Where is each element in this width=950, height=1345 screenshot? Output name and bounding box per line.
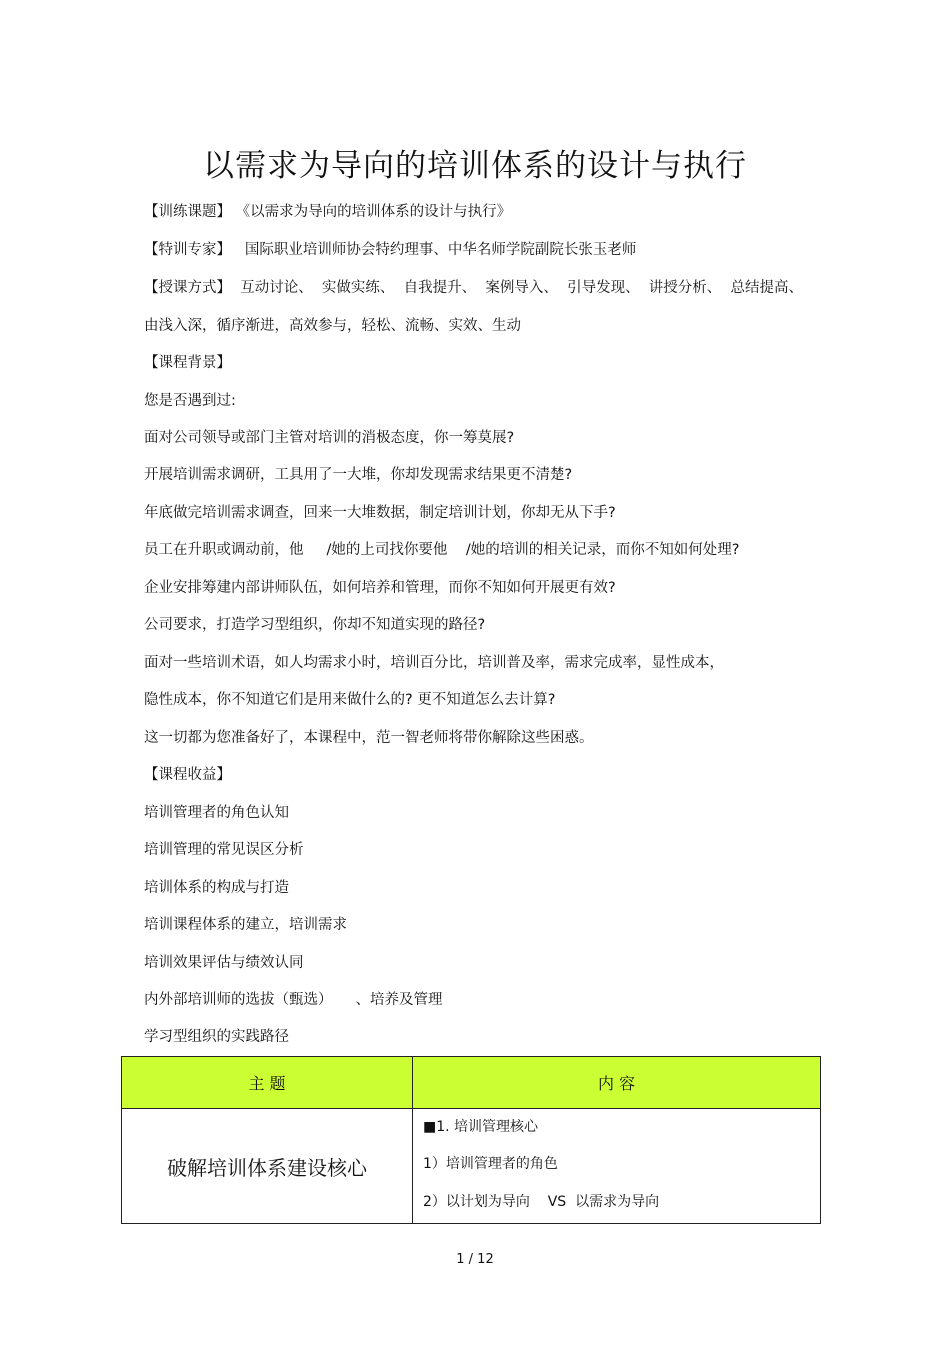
benefit-item: 培训体系的构成与打造 [144,880,289,896]
body-line: 企业安排筹建内部讲师队伍，如何培养和管理，而你不知如何开展更有效? [144,580,616,596]
body-line: 隐性成本，你不知道它们是用来做什么的? 更不知道怎么去计算? [144,692,556,708]
table-header-row [122,1057,821,1109]
benefit-item: 内外部培训师的选拔（甄选） 、培养及管理 [144,992,443,1008]
course-outline-table [121,1056,821,1224]
benefit-item: 学习型组织的实践路径 [144,1029,289,1045]
document-title: 以需求为导向的培训体系的设计与执行 [203,148,747,184]
header-topic: 主 题 [122,1057,413,1109]
content-item: 1）培训管理者的角色 [423,1156,558,1172]
content-item: ■1. 培训管理核心 [423,1119,539,1135]
benefit-item: 培训课程体系的建立，培训需求 [144,917,347,933]
teaching-method-line: 【授课方式】 互动讨论、 实做实练、 自我提升、 案例导入、 引导发现、 讲授分析、 总结提高、 [144,280,804,296]
page-number: 1 / 12 [456,1252,494,1267]
benefit-item: 培训效果评估与绩效认同 [144,955,304,971]
topic-cell: 破解培训体系建设核心 [122,1109,413,1224]
body-line: 面对一些培训术语，如人均需求小时，培训百分比，培训普及率，需求完成率，显性成本， [144,655,724,671]
table-row [122,1109,821,1224]
body-line: 开展培训需求调研，工具用了一大堆，你却发现需求结果更不清楚? [144,467,573,483]
body-line: 员工在升职或调动前，他 /她的上司找你要他 /她的培训的相关记录，而你不知如何处理? [144,542,740,558]
section-heading-background: 【课程背景】 [144,355,231,371]
benefit-item: 培训管理的常见误区分析 [144,842,304,858]
body-line: 公司要求，打造学习型组织，你却不知道实现的路径? [144,617,486,633]
body-line: 您是否遇到过: [144,393,236,409]
content-item: 2）以计划为导向 VS 以需求为导向 [423,1194,660,1210]
body-line: 年底做完培训需求调查，回来一大堆数据，制定培训计划，你却无从下手? [144,505,616,521]
training-topic-line: 【训练课题】 《以需求为导向的培训体系的设计与执行》 [144,204,512,220]
benefit-item: 培训管理者的角色认知 [144,805,289,821]
expert-line: 【特训专家】 国际职业培训师协会特约理事、中华名师学院副院长张玉老师 [144,242,637,258]
content-cell [413,1109,821,1224]
section-heading-benefits: 【课程收益】 [144,767,231,783]
body-line: 这一切都为您准备好了，本课程中，范一智老师将带你解除这些困惑。 [144,730,594,746]
header-content: 内 容 [413,1057,821,1109]
body-line: 面对公司领导或部门主管对培训的消极态度，你一筹莫展? [144,430,515,446]
teaching-method-continued-line: 由浅入深，循序渐进，高效参与，轻松、流畅、实效、生动 [144,318,521,334]
